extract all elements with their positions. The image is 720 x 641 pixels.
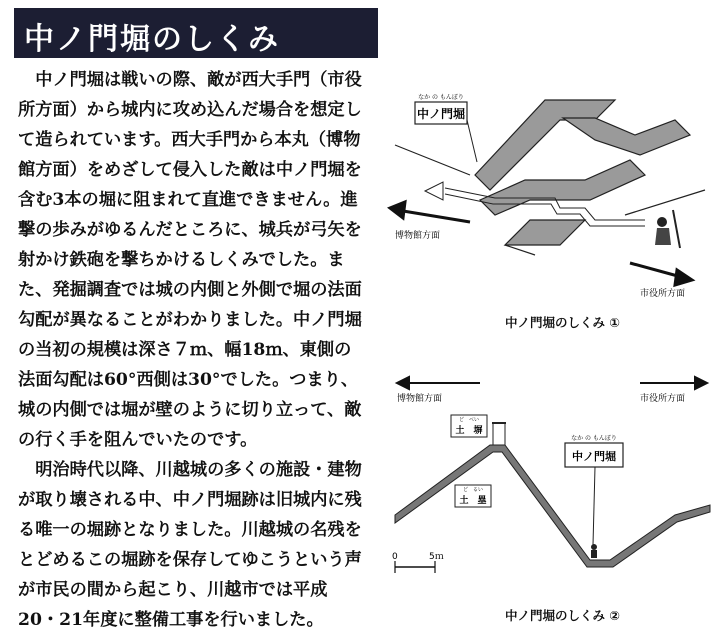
moat-cross-section	[385, 365, 715, 600]
dorui-label-box	[455, 485, 491, 507]
title-banner	[14, 8, 378, 58]
sign-label: 中ノ門堀	[572, 450, 616, 463]
svg-text:なか の もんぼり: なか の もんぼり	[571, 435, 617, 442]
moat-sign-1	[415, 93, 477, 162]
sign-label: 中ノ門堀	[416, 107, 466, 121]
figure2-caption: 中ノ門堀のしくみ ②	[505, 608, 620, 623]
scale-bar	[392, 552, 444, 573]
right-direction-label: 市役所方面	[640, 289, 686, 299]
svg-text:5ｍ: 5ｍ	[429, 552, 444, 562]
left-direction-label: 博物館方面	[395, 231, 441, 241]
left-direction-label: 博物館方面	[397, 394, 443, 404]
terrain-profile	[395, 445, 710, 567]
moat-sign-2	[565, 434, 623, 545]
svg-text:ど べい: ど べい	[458, 417, 480, 423]
sign-ruby: なか の もんぼり	[418, 94, 464, 101]
dorui-label: 土 塁	[459, 496, 487, 506]
figure1-caption: 中ノ門堀のしくみ ①	[505, 315, 620, 330]
dobei-label-box	[451, 415, 487, 437]
svg-text:ど るい: ど るい	[462, 487, 484, 493]
moat-plan-diagram	[385, 80, 715, 310]
soldier-figure	[591, 544, 597, 558]
upper-right-moat	[563, 118, 690, 155]
page-title: 中ノ門堀のしくみ	[24, 22, 280, 57]
right-direction-label: 市役所方面	[640, 394, 686, 404]
earthen-wall	[493, 423, 505, 445]
paragraph-1: 中ノ門堀は戦いの際、敵が西大手門（市役所方面）から城内に攻め込んだ場合を想定して造られています。西大手門から本丸（博物館方面）をめざして侵入した敵は中ノ門堀を含む3本の堀に阻まれて直進できません。進撃の歩みがゆるんだところに、城兵が弓矢を射かけ鉄砲を撃ちかけるしくみでした。また、発掘調査では城の内側と外側で堀の法面勾配が異なることがわかりました。中ノ門堀の当初の規模は深さ７ｍ、幅18ｍ、東側の法面勾配は60°西側は30°でした。つまり、城の内側では堀が壁のように切り立って、敵の行く手を阻んでいたのです。	[18, 70, 362, 450]
dobei-label: 土 塀	[455, 426, 483, 436]
paragraph-2: 明治時代以降、川越城の多くの施設・建物が取り壊される中、中ノ門堀跡は旧城内に残る唯一の堀跡となりました。川越城の名残をとどめるこの堀跡を保存してゆこうという声が市民の間から起こり、川越市では平成20・21年度に整備工事を行いました。	[18, 460, 362, 630]
soldier-figure	[655, 210, 680, 248]
svg-text:0: 0	[392, 552, 398, 562]
article-body	[18, 65, 368, 635]
lower-moat	[505, 220, 585, 245]
